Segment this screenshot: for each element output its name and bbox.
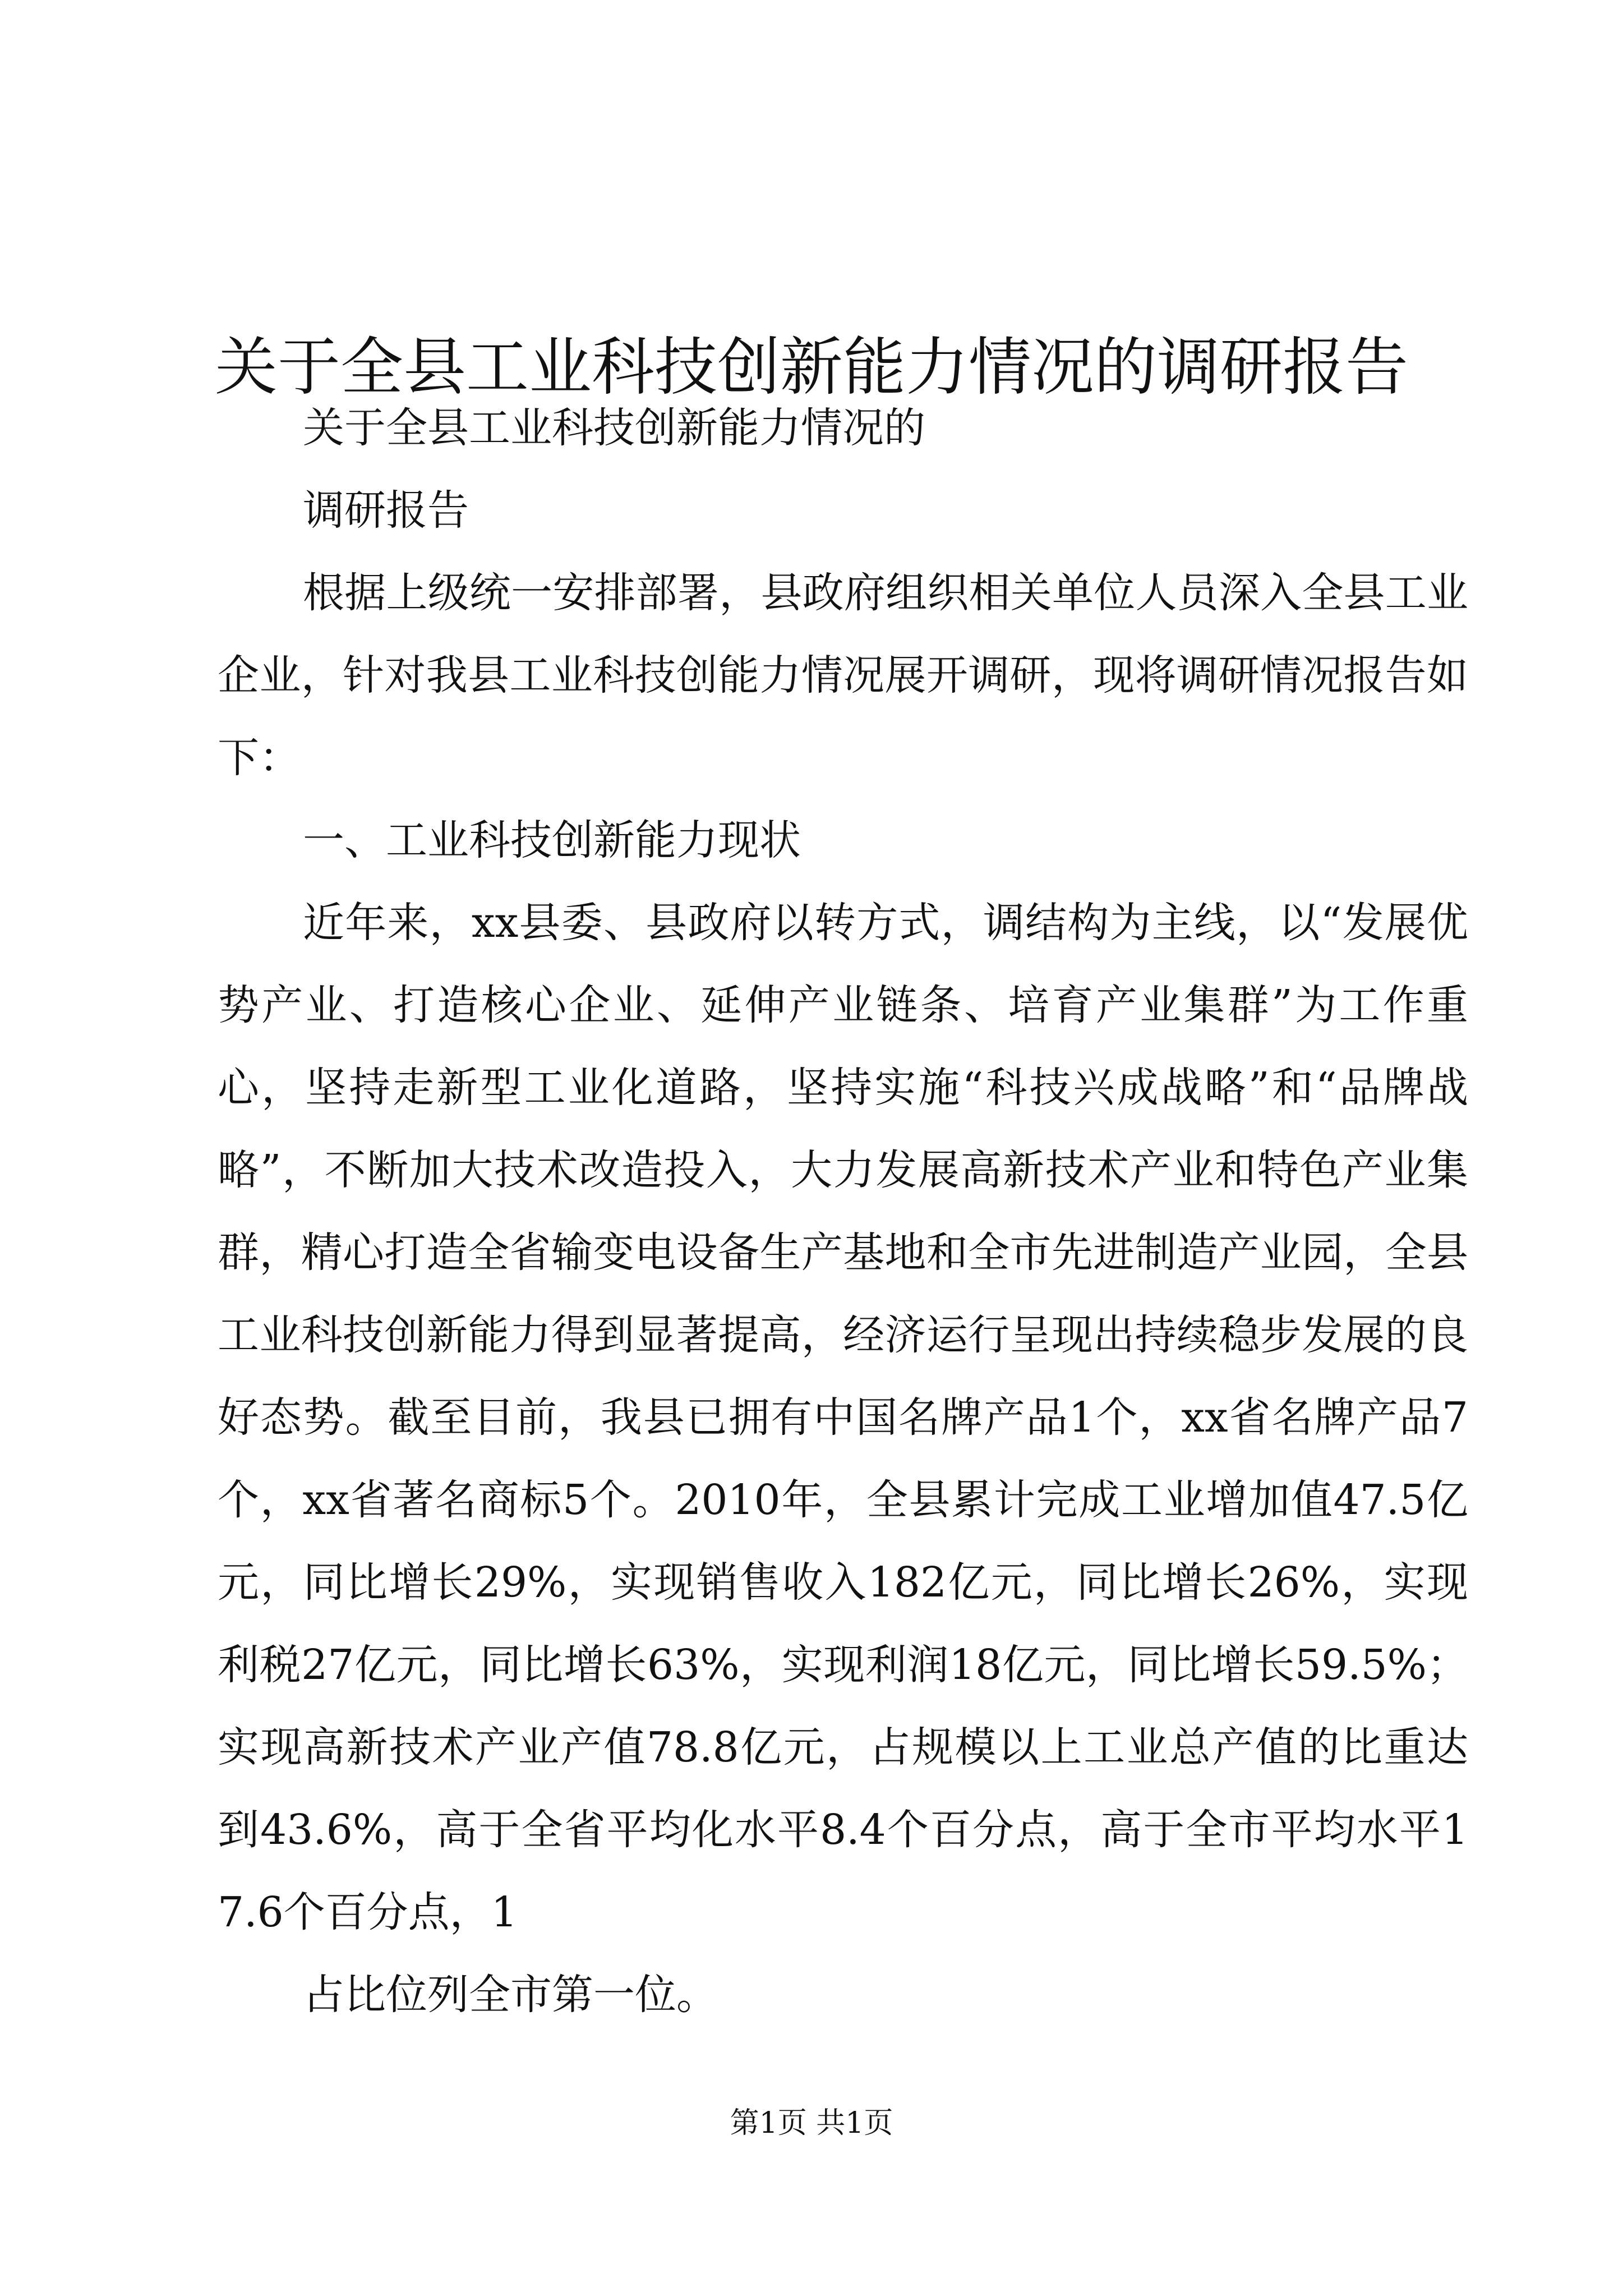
subtitle-line-1: 关于全县工业科技创新能力情况的	[303, 404, 925, 452]
main-paragraph: 近年来，xx县委、县政府以转方式，调结构为主线，以“发展优势产业、打造核心企业、延伸产业链条、培育产业集群”为工作重心，坚持走新型工业化道路，坚持实施“科技兴成战略”和“品牌战略”，不断加大技术改造投入，大力发展高新技术产业和特色产业集群，精心打造全省输变电设备生产基地和全市先进制造产业园，全县工业科技创新能力得到显著提高，经济运行呈现出持续稳步发展的良好态势。截至目前，我县已拥有中国名牌产品1个，xx省名牌产品7个，xx省著名商标5个。2010年，全县累计完成工业增加值47.5亿元，同比增长29%，实现销售收入182亿元，同比增长26%，实现利税27亿元，同比增长63%，实现利润18亿元，同比增长59.5%；实现高新技术产业产值78.8亿元，占规模以上工业总产值的比重达到43.6%，高于全省平均化水平8.4个百分点，高于全市平均水平17.6个百分点，1	[218, 899, 1468, 1936]
subtitle-line-2: 调研报告	[303, 486, 469, 535]
closing-paragraph: 占比位列全市第一位。	[303, 1971, 718, 2019]
intro-paragraph: 根据上级统一安排部署，县政府组织相关单位人员深入全县工业企业，针对我县工业科技创能力情况展开调研，现将调研情况报告如下：	[218, 569, 1468, 782]
document-title: 关于全县工业科技创新能力情况的调研报告	[215, 331, 1408, 404]
page-footer: 第1页 共1页	[730, 2106, 893, 2140]
document-body	[218, 387, 1468, 2036]
section-heading: 一、工业科技创新能力现状	[303, 816, 801, 864]
